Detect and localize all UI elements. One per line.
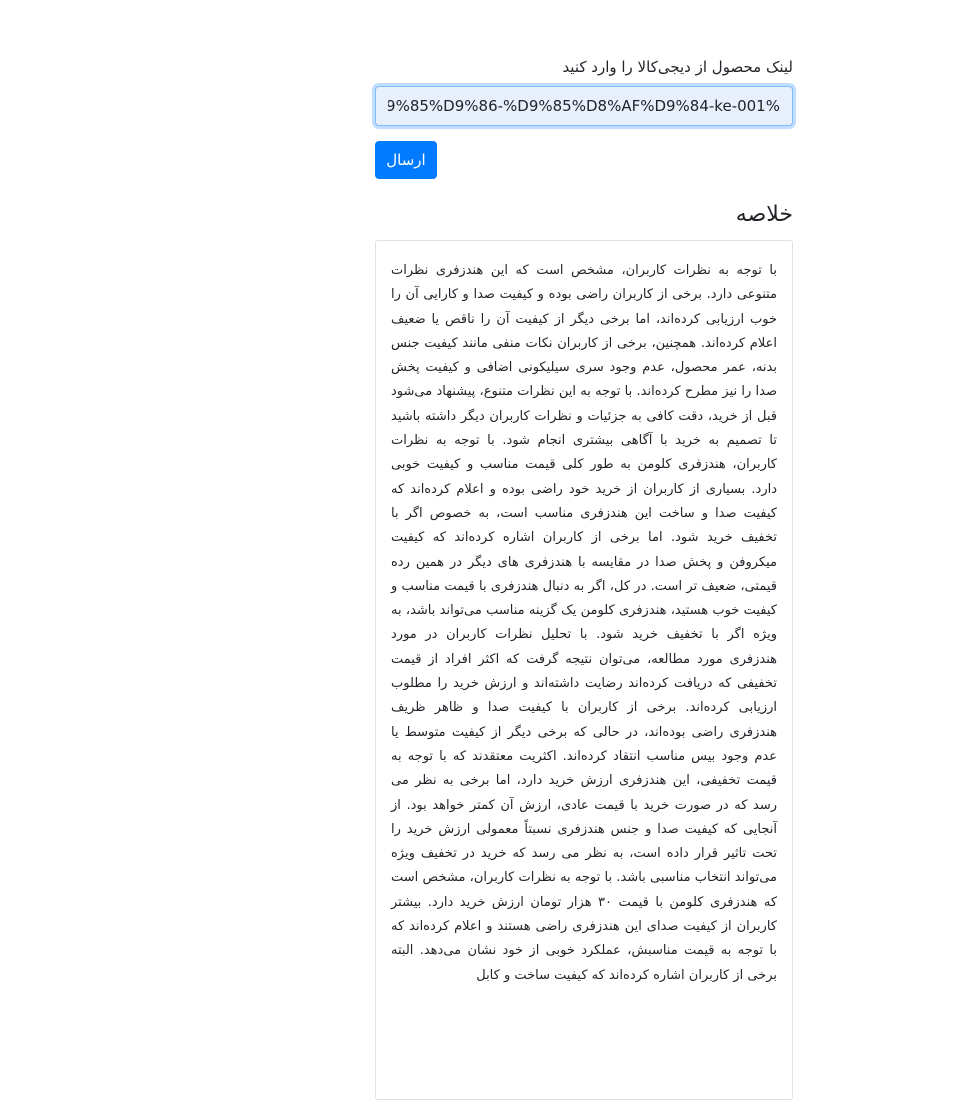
product-link-label: لینک محصول از دیجی‌کالا را وارد کنید bbox=[562, 58, 793, 76]
submit-button[interactable]: ارسال bbox=[375, 141, 437, 179]
summary-text: با توجه به نظرات کاربران، مشخص است که این هندزفری نظرات متنوعی دارد. برخی از کاربران راضی بوده و کیفیت صدا و کارایی آن را خوب ارزیابی کرده‌اند، اما برخی دیگر از کیفیت آن را ناقص یا ضعیف اعلام کرده‌اند. همچنین، برخی از کاربران نکات منفی مانند کیفیت جنس بدنه، عمر محصول، عدم وجود سری سیلیکونی اضافی و کیفیت پخش صدا را نیز مطرح کرده‌اند. با توجه به این نظرات متنوع، پیشنهاد می‌شود قبل از خرید، دقت کافی به جزئیات و نظرات کاربران دیگر داشته باشید تا تصمیم به خرید با آگاهی بیشتری انجام شود. با توجه به نظرات کاربران، هندزفری کلومن به طور کلی قیمت مناسب و کیفیت خوبی دارد. بسیاری از کاربران از خرید خود راضی بوده و اعلام کرده‌اند که کیفیت صدا و ساخت این هندزفری مناسب است، به خصوص اگر با تخفیف خرید شود. اما برخی از کاربران اشاره کرده‌اند که کیفیت میکروفن و پخش صدا در مقایسه با هندزفری های دیگر در همین رده قیمتی، ضعیف تر است. در کل، اگر به دنبال هندزفری با قیمت مناسب و کیفیت خوب هستید، هندزفری کلومن یک گزینه مناسب می‌تواند باشد، به ویژه اگر با تخفیف خرید شود. با تحلیل نظرات کاربران در مورد هندزفری مورد مطالعه، می‌توان نتیجه گرفت که اکثر افراد از قیمت تخفیفی که دریافت کرده‌اند رضایت داشته‌اند و ارزش خرید را مطلوب ارزیابی کرده‌اند. برخی از کاربران با کیفیت صدا و ظاهر ظریف هندزفری راضی بوده‌اند، در حالی که برخی دیگر از کیفیت متوسط یا عدم وجود بیس مناسب انتقاد کرده‌اند. اکثریت معتقدند که با توجه به قیمت تخفیفی، این هندزفری ارزش خرید دارد، اما برخی به نظر می رسد که در صورت خرید با قیمت عادی، ارزش آن کمتر خواهد بود. از آنجایی که کیفیت صدا و جنس هندزفری نسبتاً معمولی ارزش خرید را تحت تاثیر قرار داده است، به نظر می رسد که خرید در تخفیف ویژه می‌تواند انتخاب مناسبی باشد. با توجه به نظرات کاربران، مشخص است که هندزفری کلومن با قیمت ۳۰ هزار تومان ارزش خرید دارد. بیشتر کاربران از کیفیت صدای این هندزفری راضی هستند و اعلام کرده‌اند که با توجه به قیمت مناسبش، عملکرد خوبی از خود نشان می‌دهد. البته برخی از کاربران اشاره کرده‌اند که کیفیت ساخت و کابل bbox=[391, 263, 778, 983]
main-container bbox=[375, 0, 793, 1080]
summary-heading: خلاصه bbox=[735, 202, 793, 227]
product-link-input[interactable] bbox=[375, 86, 793, 126]
summary-box bbox=[375, 240, 793, 1100]
